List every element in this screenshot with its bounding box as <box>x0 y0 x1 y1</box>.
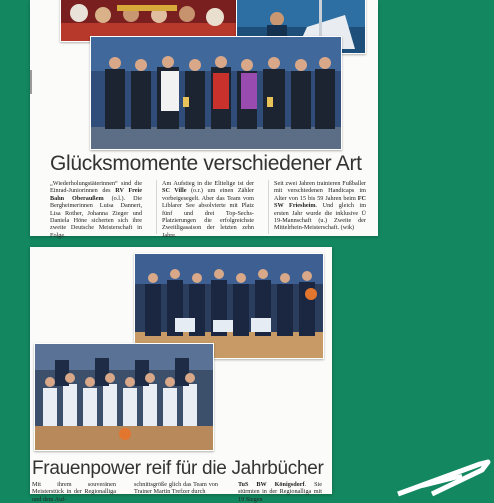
left-edge-mark <box>30 70 32 94</box>
paper-plane-logo-icon <box>392 456 494 494</box>
article1-column-3: Seit zwei Jahren trainieren Fußballer mit verschiedenen Handicaps im Alter von 15 bis 59 Jahren beim FC SW Friesheim. Und gleich im ersten Jahr wurde die inklusive Ü 19-Mannschaft (u.) Zweite der Mittelrhein-Meisterschaft. (wik) <box>274 180 367 232</box>
article2-column-3: TuS BW Königsdorf. Sie stürmten in der Regionalliga mit 19 Siegen <box>238 481 322 503</box>
photo-basketball-team-bottom <box>34 343 214 451</box>
article-clipping-1 <box>30 0 378 239</box>
photo-football-team <box>90 36 342 150</box>
column-divider <box>268 180 269 234</box>
article1-column-1: „Wiederholungstäterinnen“ sind die Einrad-Juniorinnen des RV Freie Bahn Oberaußem (o.l.). Die Bergheimerinnen Luisa Dannert, Lisa Rother, Johanna Zieger und Daniela Höne sicherten sich ihre zweite Deutsche Meisterschaft in Folge. <box>50 180 142 239</box>
article2-column-1: Mit ihrem souveränen Meisterstück in der Regionalliga und dem Auf- <box>32 481 116 503</box>
headline-frauenpower: Frauenpower reif für die Jahrbücher <box>32 458 324 479</box>
column-divider <box>156 180 157 234</box>
article-clipping-2 <box>30 247 332 503</box>
article1-column-2: Am Aufstieg in die Elitelige ist der SC Ville (o.r.) um einen Zähler vorbeigesegelt. Aber das Team vom Liblarer See absolvierte mit Platz fünf und drei Top-Sechs-Platzierungen die erfolgreichste Zweitligasaison der letzten zehn Jahre. <box>162 180 254 239</box>
headline-gluecksmomente: Glücksmomente verschiedener Art <box>50 152 362 175</box>
article2-column-2: schnittsgröße glich das Team von Trainer Martin Trefzer durch <box>134 481 218 496</box>
